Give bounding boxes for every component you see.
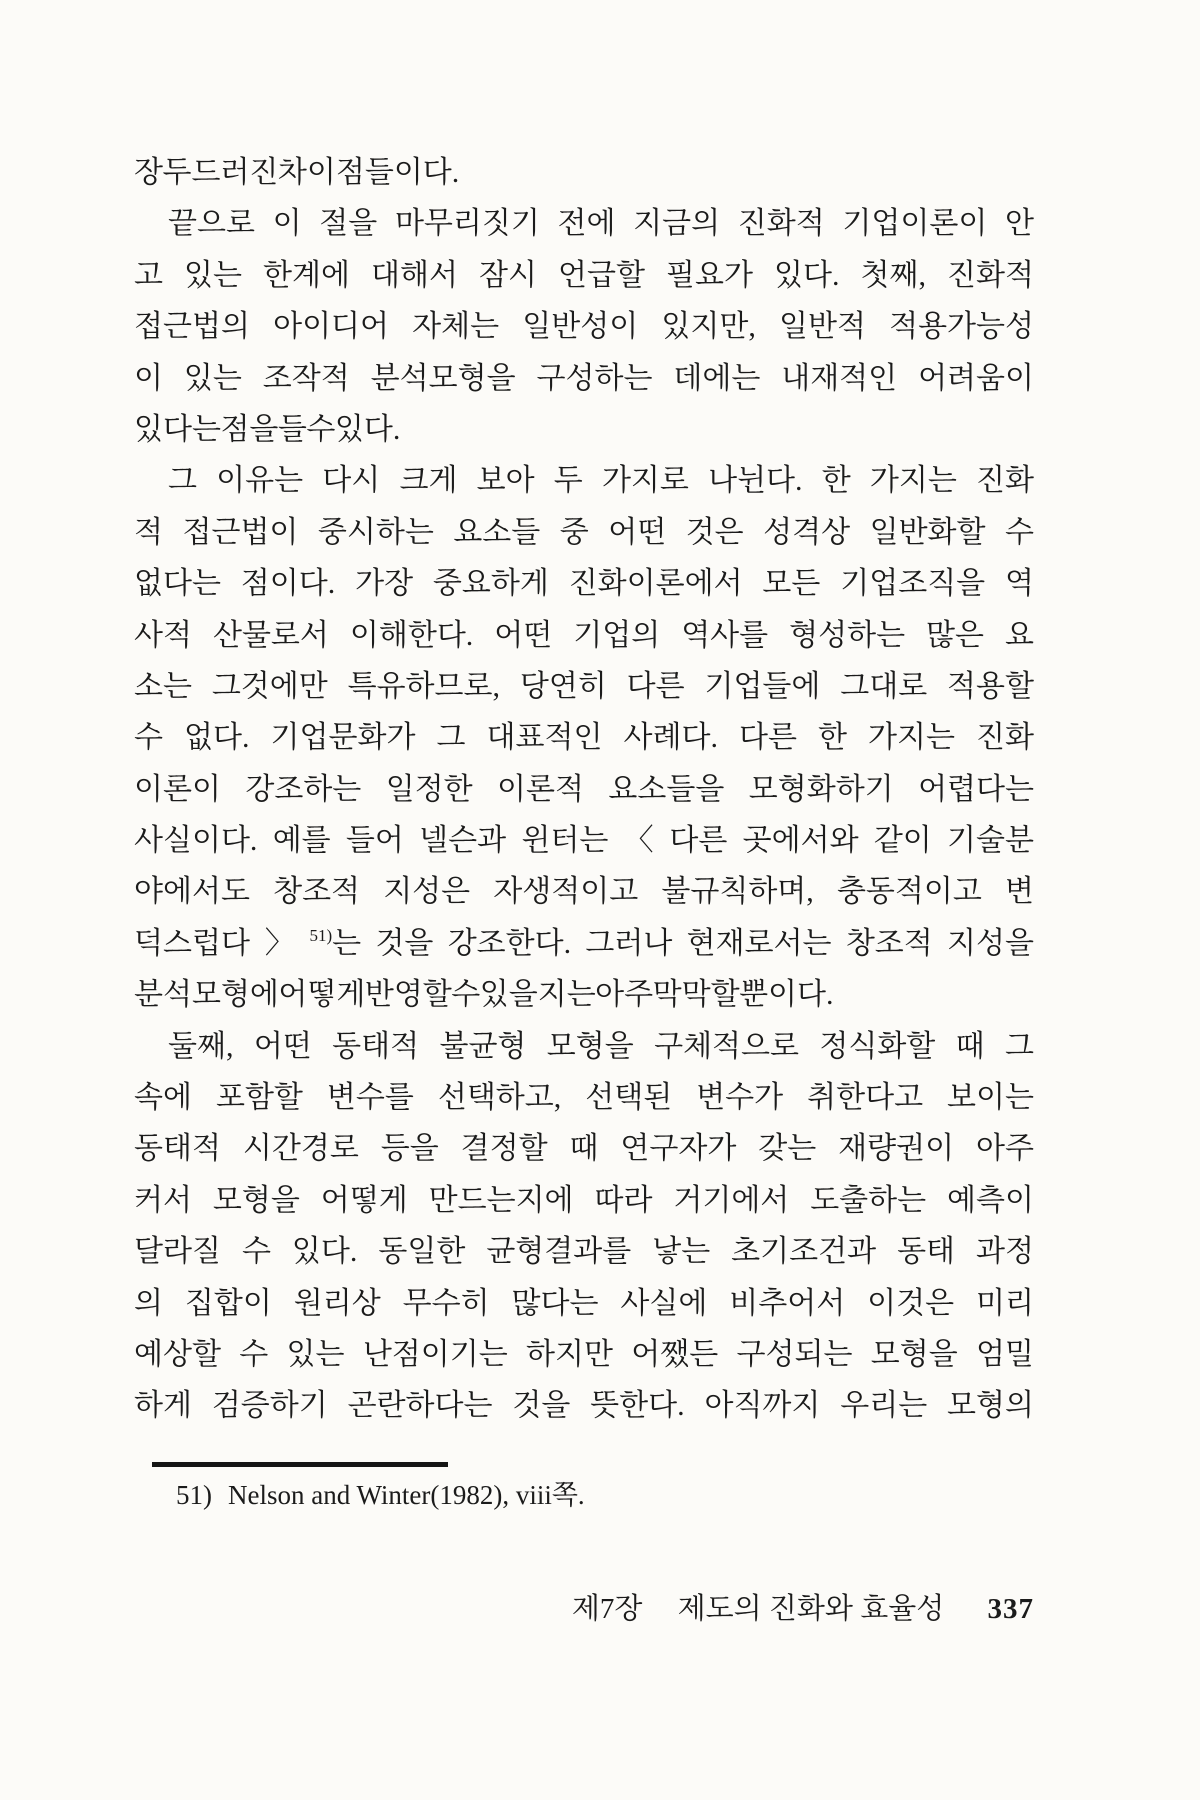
text-line: 하게 검증하기 곤란하다는 것을 뜻한다. 아직까지 우리는 모형의 bbox=[134, 1389, 1034, 1423]
text-line: 분석모형에 어떻게 반영할 수 있을지는 아주 막막할 뿐이다. bbox=[134, 978, 834, 1012]
text-line: 사적 산물로서 이해한다. 어떤 기업의 역사를 형성하는 많은 요 bbox=[134, 618, 1034, 652]
text-line: 둘째, 어떤 동태적 불균형 모형을 구체적으로 정식화할 때 그 bbox=[168, 1029, 1034, 1063]
text-line: 예상할 수 있는 난점이기는 하지만 어쨌든 구성되는 모형을 엄밀 bbox=[134, 1337, 1034, 1371]
text-line: 소는 그것에만 특유하므로, 당연히 다른 기업들에 그대로 적용할 bbox=[134, 669, 1034, 703]
text-line: 적 접근법이 중시하는 요소들 중 어떤 것은 성격상 일반화할 수 bbox=[134, 515, 1034, 549]
footnote bbox=[176, 1478, 585, 1512]
footnote-text: Nelson and Winter(1982), viii쪽. bbox=[228, 1480, 585, 1510]
text-segment: 는 것을 강조한다. 그러나 현재로서는 창조적 지성을 bbox=[332, 926, 1034, 960]
text-line: 수 없다. 기업문화가 그 대표적인 사례다. 다른 한 가지는 진화 bbox=[134, 721, 1034, 755]
text-line: 이론이 강조하는 일정한 이론적 요소들을 모형화하기 어렵다는 bbox=[134, 772, 1034, 806]
text-line: 그 이유는 다시 크게 보아 두 가지로 나뉜다. 한 가지는 진화 bbox=[168, 464, 1034, 498]
text-line: 장 두드러진 차이점들이다. bbox=[134, 156, 460, 189]
text-line: 야에서도 창조적 지성은 자생적이고 불규칙하며, 충동적이고 변 bbox=[134, 875, 1034, 909]
text-line: 접근법의 아이디어 자체는 일반성이 있지만, 일반적 적용가능성 bbox=[134, 310, 1034, 344]
footnote-marker: 51) bbox=[176, 1480, 212, 1510]
text-line: 없다는 점이다. 가장 중요하게 진화이론에서 모든 기업조직을 역 bbox=[134, 567, 1034, 601]
page-footer bbox=[572, 1592, 1034, 1626]
footnote-ref-51: 51) bbox=[309, 925, 333, 945]
text-line: 동태적 시간경로 등을 결정할 때 연구자가 갖는 재량권이 아주 bbox=[134, 1132, 1034, 1166]
text-line: 사실이다. 예를 들어 넬슨과 윈터는 〈다른 곳에서와 같이 기술분 bbox=[134, 824, 1034, 858]
text-segment: 덕스럽다〉 bbox=[134, 926, 310, 960]
text-line: 속에 포함할 변수를 선택하고, 선택된 변수가 취한다고 보이는 bbox=[134, 1081, 1034, 1115]
text-line: 커서 모형을 어떻게 만드는지에 따라 거기에서 도출하는 예측이 bbox=[134, 1183, 1034, 1217]
text-line: 이 있는 조작적 분석모형을 구성하는 데에는 내재적인 어려움이 bbox=[134, 361, 1034, 395]
text-line: 달라질 수 있다. 동일한 균형결과를 낳는 초기조건과 동태 과정 bbox=[134, 1235, 1034, 1269]
text-line-with-footnote-ref bbox=[134, 918, 1034, 969]
text-line: 의 집합이 원리상 무수히 많다는 사실에 비추어서 이것은 미리 bbox=[134, 1286, 1034, 1320]
running-head-title: 제도의 진화와 효율성 bbox=[677, 1593, 945, 1625]
text-line: 고 있는 한계에 대해서 잠시 언급할 필요가 있다. 첫째, 진화적 bbox=[134, 258, 1034, 292]
body-text-block bbox=[134, 147, 1034, 1432]
text-line: 있다는 점을 들 수 있다. bbox=[134, 412, 401, 446]
footnote-divider bbox=[152, 1462, 448, 1467]
text-line: 끝으로 이 절을 마무리짓기 전에 지금의 진화적 기업이론이 안 bbox=[168, 207, 1034, 241]
running-head-chapter: 제7장 bbox=[571, 1593, 643, 1625]
page-number: 337 bbox=[987, 1593, 1034, 1625]
